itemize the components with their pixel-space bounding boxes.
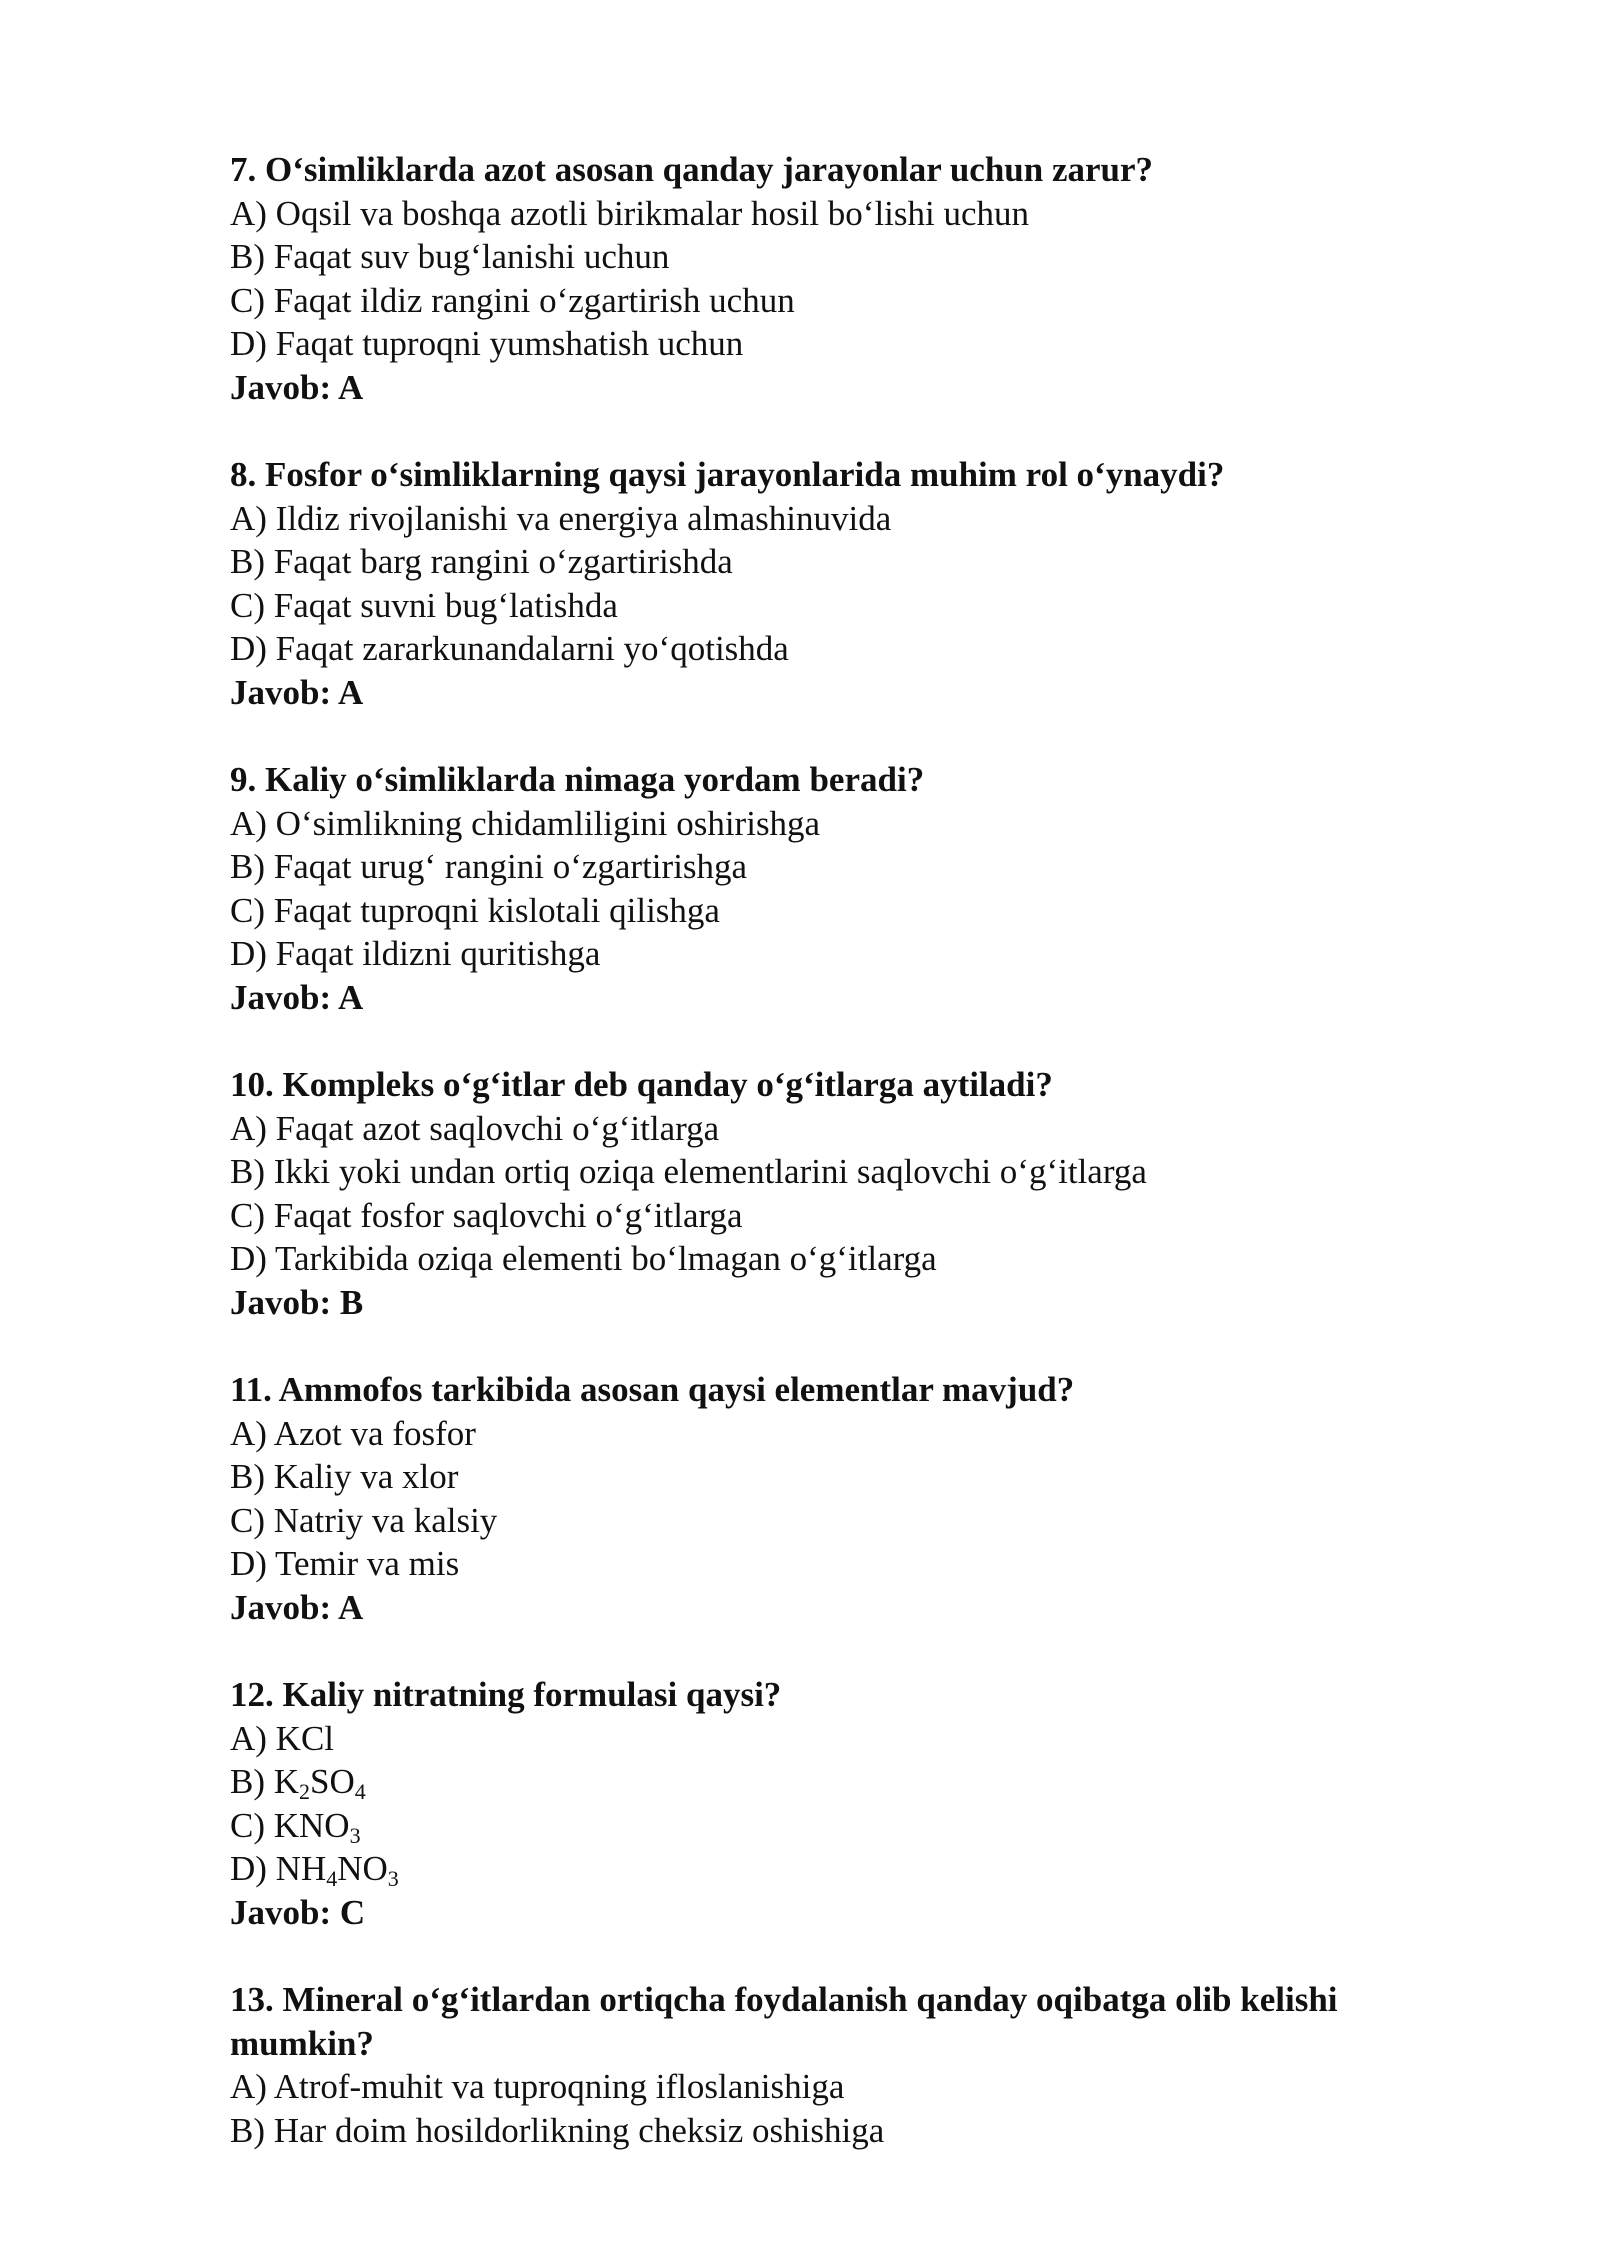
option-a: A) Ildiz rivojlanishi va energiya almashinuvida <box>230 498 892 538</box>
question-7 <box>230 148 1470 409</box>
formula-subscript: 2 <box>299 1779 311 1804</box>
answer-line: Javob: A <box>230 1587 364 1627</box>
document-page <box>230 148 1470 2196</box>
answer-line: Javob: B <box>230 1282 364 1322</box>
option-a: A) Oqsil va boshqa azotli birikmalar hosil bo‘lishi uchun <box>230 193 1030 233</box>
answer-line: Javob: A <box>230 367 364 407</box>
question-title: 13. Mineral o‘g‘itlardan ortiqcha foydalanish qanday oqibatga olib kelishi mumkin? <box>230 1980 1338 2063</box>
question-title: 12. Kaliy nitratning formulasi qaysi? <box>230 1675 782 1714</box>
option-d: D) $NH_4NO_3$ <box>230 1849 399 1891</box>
option-d: D) Tarkibida oziqa elementi bo‘lmagan o‘g‘itlarga <box>230 1239 937 1278</box>
question-title: 8. Fosfor o‘simliklarning qaysi jarayonlarida muhim rol o‘ynaydi? <box>230 455 1225 494</box>
option-b: B) Har doim hosildorlikning cheksiz oshishiga <box>230 2110 885 2150</box>
option-b: B) Faqat barg rangini o‘zgartirishda <box>230 542 733 581</box>
option-a: A) KCl <box>230 1718 335 1758</box>
option-b: B) Kaliy va xlor <box>230 1457 459 1496</box>
question-13 <box>230 1978 1470 2152</box>
option-c: C) $KNO_3$ <box>230 1805 361 1848</box>
question-title: 11. Ammofos tarkibida asosan qaysi elementlar mavjud? <box>230 1370 1075 1409</box>
answer-line: Javob: A <box>230 977 364 1017</box>
option-b: B) $K_2SO_4$ <box>230 1762 366 1804</box>
option-a: A) Atrof-muhit va tuproqning ifloslanishiga <box>230 2067 845 2106</box>
question-title: 9. Kaliy o‘simliklarda nimaga yordam beradi? <box>230 760 925 799</box>
formula-subscript: 4 <box>326 1866 338 1891</box>
formula-subscript: 3 <box>387 1866 399 1891</box>
option-b: B) Ikki yoki undan ortiq oziqa elementlarini saqlovchi o‘g‘itlarga <box>230 1152 1147 1191</box>
option-c: C) Faqat suvni bug‘latishda <box>230 585 618 625</box>
option-a: A) Faqat azot saqlovchi o‘g‘itlarga <box>230 1108 720 1148</box>
option-d: D) Faqat ildizni quritishga <box>230 934 601 973</box>
option-d: D) Faqat zararkunandalarni yo‘qotishda <box>230 629 789 668</box>
option-a: A) Azot va fosfor <box>230 1413 476 1453</box>
answer-line: Javob: A <box>230 672 364 712</box>
formula-subscript: 3 <box>349 1822 361 1848</box>
option-c: C) Faqat ildiz rangini o‘zgartirish uchun <box>230 280 795 320</box>
option-c: C) Faqat tuproqni kislotali qilishga <box>230 890 720 930</box>
question-title: 10. Kompleks o‘g‘itlar deb qanday o‘g‘itlarga aytiladi? <box>230 1065 1053 1104</box>
question-11 <box>230 1368 1470 1629</box>
option-c: C) Faqat fosfor saqlovchi o‘g‘itlarga <box>230 1195 743 1235</box>
question-12 <box>230 1673 1470 1934</box>
option-b: B) Faqat urug‘ rangini o‘zgartirishga <box>230 847 748 886</box>
question-8 <box>230 453 1470 714</box>
answer-line: Javob: C <box>230 1892 366 1932</box>
option-d: D) Faqat tuproqni yumshatish uchun <box>230 324 744 363</box>
option-a: A) O‘simlikning chidamliligini oshirishga <box>230 803 821 843</box>
option-d: D) Temir va mis <box>230 1544 460 1583</box>
option-b: B) Faqat suv bug‘lanishi uchun <box>230 237 670 276</box>
question-10 <box>230 1063 1470 1324</box>
formula-subscript: 4 <box>354 1779 366 1804</box>
question-title: 7. O‘simliklarda azot asosan qanday jarayonlar uchun zarur? <box>230 150 1154 189</box>
question-9 <box>230 758 1470 1019</box>
option-c: C) Natriy va kalsiy <box>230 1500 498 1540</box>
